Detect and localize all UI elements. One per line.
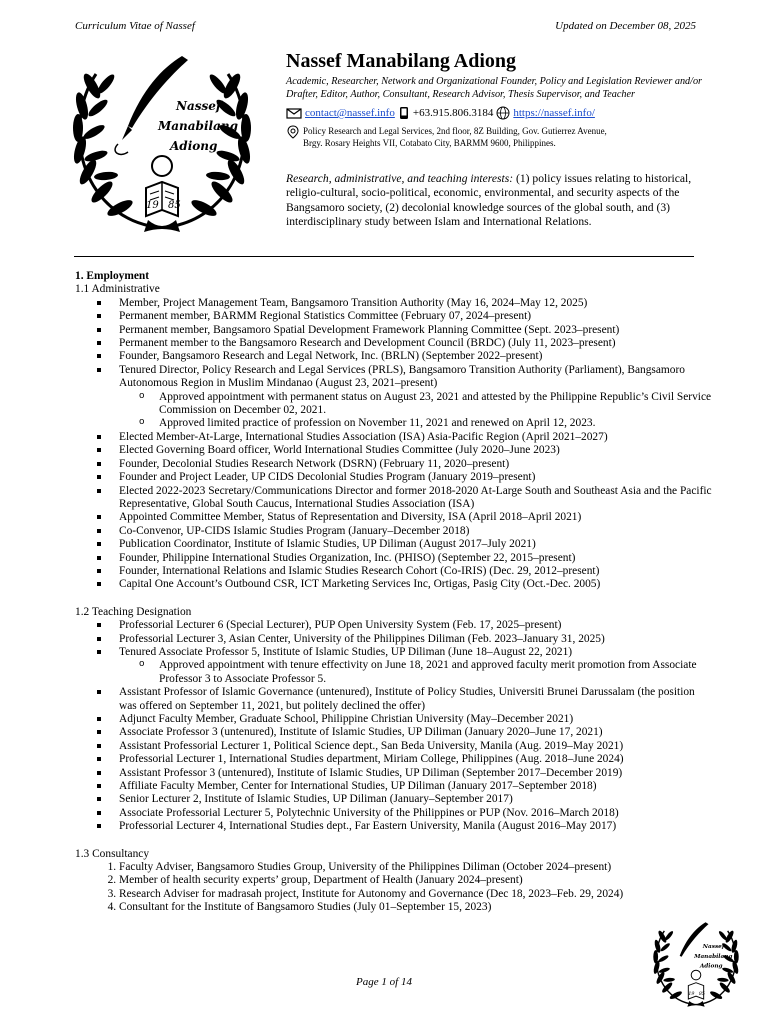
list-item: Capital One Account’s Outbound CSR, ICT Marketing Services Inc, Ortigas, Pasig City (Oct.-Dec. 2005) bbox=[119, 578, 715, 591]
svg-text:Adiong: Adiong bbox=[699, 963, 723, 970]
list-item: Permanent member, BARMM Regional Statistics Committee (February 07, 2024–present) bbox=[119, 310, 715, 323]
profile-name: Nassef Manabilang Adiong bbox=[286, 50, 517, 72]
subsection-heading-consultancy: 1.3 Consultancy bbox=[75, 847, 150, 860]
list-item-text: Tenured Director, Policy Research and Legal Services (PRLS), Bangsamoro Transition Authority (Parliament), Bangsamoro Autonomous Region in Muslim Mindanao (August 23, 2021–present) bbox=[119, 363, 685, 390]
list-item: Professorial Lecturer 4, International Studies dept., Far Eastern University, Manila (August 2016–May 2017) bbox=[119, 820, 715, 833]
website-link[interactable]: https://nassef.info/ bbox=[513, 107, 595, 119]
sub-list bbox=[119, 659, 715, 686]
page-number: Page 1 of 14 bbox=[356, 976, 412, 988]
svg-text:Nassef: Nassef bbox=[176, 99, 222, 113]
list-item-text: Tenured Associate Professor 5, Institute of Islamic Studies, UP Diliman (June 18–August 22, 2021) bbox=[119, 645, 573, 658]
svg-text:Manabilang: Manabilang bbox=[158, 119, 238, 133]
list-item: 1. Faculty Adviser, Bangsamoro Studies Group, University of the Philippines Diliman (October 2024–present) bbox=[119, 861, 715, 874]
list-item: Permanent member to the Bangsamoro Research and Development Council (BRDC) (July 11, 2023–present) bbox=[119, 337, 715, 350]
personal-logo bbox=[62, 48, 262, 238]
personal-logo-small bbox=[648, 918, 744, 1010]
list-item: Founder, Bangsamoro Research and Legal Network, Inc. (BRLN) (September 2022–present) bbox=[119, 350, 715, 363]
list-item: Member, Project Management Team, Bangsamoro Transition Authority (May 16, 2024–May 12, 2025) bbox=[119, 297, 715, 310]
svg-text:19: 19 bbox=[688, 992, 695, 998]
list-item: 4. Consultant for the Institute of Bangsamoro Studies (July 01–September 15, 2023) bbox=[119, 901, 715, 914]
list-item: Founder, Decolonial Studies Research Network (DSRN) (February 11, 2020–present) bbox=[119, 458, 715, 471]
running-header-right: Updated on December 08, 2025 bbox=[555, 20, 696, 32]
list-item: 3. Research Adviser for madrasah project, Institute for Autonomy and Governance (Dec 18, 2023–Feb. 29, 2024) bbox=[119, 888, 715, 901]
consultancy-list bbox=[75, 861, 715, 915]
email-link[interactable]: contact@nassef.info bbox=[305, 107, 395, 119]
address-line-1: Policy Research and Legal Services, 2nd floor, 8Z Building, Gov. Gutierrez Avenue, bbox=[303, 126, 607, 136]
list-item: Elected 2022-2023 Secretary/Communications Director and former 2018-2020 At-Large South and Southeast Asia and the Pacific Representative, Global South Caucus, International Studies Association (ISA) bbox=[119, 485, 715, 512]
address-block bbox=[286, 125, 696, 149]
envelope-icon bbox=[286, 107, 302, 119]
subsection-heading-administrative: 1.1 Administrative bbox=[75, 283, 160, 296]
list-item: Assistant Professor 3 (untenured), Institute of Islamic Studies, UP Diliman (September 2017–December 2019) bbox=[119, 767, 715, 780]
svg-text:Manabilang: Manabilang bbox=[694, 953, 733, 960]
list-item: Permanent member, Bangsamoro Spatial Development Framework Planning Committee (Sept. 2023–present) bbox=[119, 324, 715, 337]
list-item: Founder, Philippine International Studies Organization, Inc. (PHISO) (September 22, 2015–present) bbox=[119, 552, 715, 565]
list-item bbox=[119, 364, 715, 431]
list-item: Affiliate Faculty Member, Center for International Studies, UP Diliman (January 2017–September 2018) bbox=[119, 780, 715, 793]
running-header-left: Curriculum Vitae of Nassef bbox=[75, 20, 195, 32]
list-item: Assistant Professor of Islamic Governance (untenured), Institute of Policy Studies, Universiti Brunei Darussalam (the position was offered on September 11, 2021, but politely declined the offer) bbox=[119, 686, 715, 713]
location-pin-icon bbox=[286, 125, 300, 139]
interests-text: (1) policy issues relating to historical, religio-cultural, socio-political, economic, environmental, and security aspects of the Bangsamoro society, (2) decolonial knowledge sources of the global south, and (3) interdisciplinary study between Islam and International Relations. bbox=[286, 172, 692, 229]
svg-text:Adiong: Adiong bbox=[170, 139, 218, 153]
list-item: Co-Convenor, UP-CIDS Islamic Studies Program (January–December 2018) bbox=[119, 525, 715, 538]
list-item: Founder, International Relations and Islamic Studies Research Cohort (Co-IRIS) (Dec. 29, 2012–present) bbox=[119, 565, 715, 578]
svg-text:19: 19 bbox=[146, 200, 159, 211]
cv-body bbox=[75, 270, 715, 915]
sub-list bbox=[119, 391, 715, 431]
contact-line bbox=[286, 106, 595, 120]
list-item: Professorial Lecturer 3, Asian Center, University of the Philippines Diliman (Feb. 2023–January 31, 2025) bbox=[119, 633, 715, 646]
administrative-list bbox=[75, 297, 715, 592]
subsection-heading-teaching: 1.2 Teaching Designation bbox=[75, 605, 192, 618]
section-heading-employment: 1. Employment bbox=[75, 270, 150, 282]
list-item: Publication Coordinator, Institute of Islamic Studies, UP Diliman (August 2017–July 2021) bbox=[119, 538, 715, 551]
list-item: Founder and Project Leader, UP CIDS Decolonial Studies Program (January 2019–present) bbox=[119, 471, 715, 484]
list-item: Associate Professorial Lecturer 5, Polytechnic University of the Philippines or PUP (Nov. 2016–March 2018) bbox=[119, 807, 715, 820]
list-item: Assistant Professorial Lecturer 1, Political Science dept., San Beda University, Manila (Aug. 2019–May 2021) bbox=[119, 740, 715, 753]
list-item: Appointed Committee Member, Status of Representation and Diversity, ISA (April 2018–April 2021) bbox=[119, 511, 715, 524]
list-item: Associate Professor 3 (untenured), Institute of Islamic Studies, UP Diliman (January 2020–June 17, 2021) bbox=[119, 726, 715, 739]
globe-icon bbox=[496, 106, 510, 120]
list-item: Adjunct Faculty Member, Graduate School, Philippine Christian University (May–December 2021) bbox=[119, 713, 715, 726]
interests-label: Research, administrative, and teaching interests: bbox=[286, 172, 514, 185]
list-item: 2. Member of health security experts’ group, Department of Health (January 2024–present) bbox=[119, 874, 715, 887]
sub-list-item: o Approved appointment with permanent status on August 23, 2021 and attested by the Philippine Republic’s Civil Service Commission on December 02, 2021. bbox=[159, 391, 715, 418]
sub-list-item: o Approved limited practice of profession on November 11, 2021 and renewed on April 12, 2023. bbox=[159, 417, 715, 430]
sub-list-item: o Approved appointment with tenure effectivity on June 18, 2021 and approved faculty merit promotion from Associate Professor 3 to Associate Professor 5. bbox=[159, 659, 715, 686]
list-item: Senior Lecturer 2, Institute of Islamic Studies, UP Diliman (January–September 2017) bbox=[119, 793, 715, 806]
interests-paragraph bbox=[286, 172, 696, 230]
list-item: Professorial Lecturer 1, International Studies department, Miriam College, Philippines (Aug. 2018–June 2024) bbox=[119, 753, 715, 766]
list-item bbox=[119, 646, 715, 686]
teaching-list bbox=[75, 619, 715, 834]
phone-number: +63.915.806.3184 bbox=[412, 107, 494, 119]
address-line-2: Brgy. Rosary Heights VII, Cotabato City, BARMM 9600, Philippines. bbox=[303, 138, 556, 148]
list-item: Elected Governing Board officer, World International Studies Committee (July 2020–June 2023) bbox=[119, 444, 715, 457]
profile-roles: Academic, Researcher, Network and Organizational Founder, Policy and Legislation Reviewer and/or Drafter, Editor, Author, Consultant, Research Advisor, Thesis Supervisor, and Teacher bbox=[286, 76, 703, 100]
phone-icon bbox=[398, 106, 410, 120]
svg-text:85: 85 bbox=[168, 200, 181, 211]
list-item: Elected Member-At-Large, International Studies Association (ISA) Asia-Pacific Region (April 2021–2027) bbox=[119, 431, 715, 444]
list-item: Professorial Lecturer 6 (Special Lecturer), PUP Open University System (Feb. 17, 2025–present) bbox=[119, 619, 715, 632]
header-divider bbox=[74, 256, 694, 257]
svg-text:Nassef: Nassef bbox=[702, 944, 725, 951]
svg-text:85: 85 bbox=[698, 992, 705, 998]
